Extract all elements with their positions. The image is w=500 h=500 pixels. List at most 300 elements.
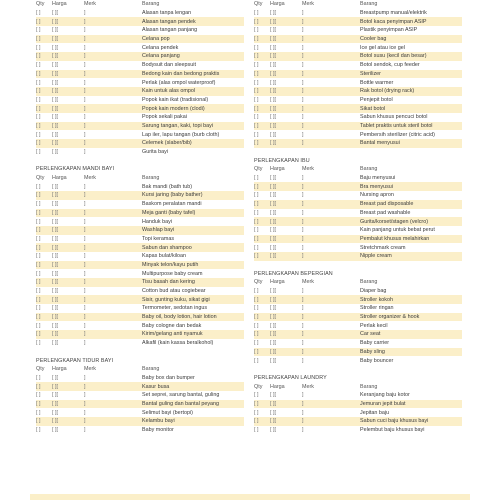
qty-field[interactable]: [ ] [36,79,41,86]
merk-field[interactable]: ] [84,409,86,416]
list-item[interactable] [254,52,462,61]
list-item[interactable] [254,243,462,252]
qty-field[interactable]: [ ] [36,314,41,321]
harga-field[interactable]: [ ][ [270,62,276,69]
harga-field[interactable]: [ ][ [52,209,58,216]
list-item[interactable] [36,139,244,148]
qty-field[interactable]: [ ] [254,192,259,199]
list-item[interactable] [254,35,462,44]
list-item[interactable] [254,43,462,52]
merk-field[interactable]: ] [302,392,304,399]
qty-field[interactable]: [ ] [36,192,41,199]
list-item[interactable] [36,226,244,235]
qty-field[interactable]: [ ] [254,427,259,434]
list-item[interactable] [254,87,462,96]
qty-field[interactable]: [ ] [254,218,259,225]
qty-field[interactable]: [ ] [36,279,41,286]
list-item[interactable] [36,330,244,339]
merk-field[interactable]: ] [302,209,304,216]
list-item[interactable] [254,295,462,304]
list-item[interactable] [254,226,462,235]
merk-field[interactable]: ] [302,218,304,225]
qty-field[interactable]: [ ] [36,62,41,69]
qty-field[interactable]: [ ] [254,357,259,364]
merk-field[interactable]: ] [302,348,304,355]
qty-field[interactable]: [ ] [254,331,259,338]
list-item[interactable] [36,278,244,287]
list-item[interactable] [254,113,462,122]
qty-field[interactable]: [ ] [36,374,41,381]
harga-field[interactable]: [ ][ [52,44,58,51]
list-item[interactable] [254,417,462,426]
harga-field[interactable]: [ ][ [270,296,276,303]
merk-field[interactable]: ] [84,114,86,121]
qty-field[interactable]: [ ] [36,409,41,416]
merk-field[interactable]: ] [84,88,86,95]
merk-field[interactable]: ] [302,44,304,51]
harga-field[interactable]: [ ][ [52,105,58,112]
harga-field[interactable]: [ ][ [270,201,276,208]
list-item[interactable] [254,96,462,105]
qty-field[interactable]: [ ] [254,348,259,355]
harga-field[interactable]: [ ][ [270,253,276,260]
harga-field[interactable]: [ ][ [52,201,58,208]
harga-field[interactable]: [ ][ [52,427,58,434]
qty-field[interactable]: [ ] [36,36,41,43]
merk-field[interactable]: ] [302,140,304,147]
merk-field[interactable]: ] [302,27,304,34]
qty-field[interactable]: [ ] [36,218,41,225]
qty-field[interactable]: [ ] [36,305,41,312]
harga-field[interactable]: [ ][ [52,114,58,121]
merk-field[interactable]: ] [302,418,304,425]
list-item[interactable] [36,269,244,278]
qty-field[interactable]: [ ] [254,235,259,242]
qty-field[interactable]: [ ] [254,340,259,347]
merk-field[interactable]: ] [84,427,86,434]
merk-field[interactable]: ] [84,209,86,216]
merk-field[interactable]: ] [84,227,86,234]
qty-field[interactable]: [ ] [36,270,41,277]
harga-field[interactable]: [ ][ [270,183,276,190]
qty-field[interactable]: [ ] [254,18,259,25]
list-item[interactable] [36,191,244,200]
harga-field[interactable]: [ ][ [52,331,58,338]
merk-field[interactable]: ] [84,36,86,43]
qty-field[interactable]: [ ] [254,296,259,303]
harga-field[interactable]: [ ][ [270,122,276,129]
harga-field[interactable]: [ ][ [52,296,58,303]
list-item[interactable] [36,209,244,218]
merk-field[interactable]: ] [84,218,86,225]
merk-field[interactable]: ] [302,201,304,208]
harga-field[interactable]: [ ][ [270,140,276,147]
list-item[interactable] [36,130,244,139]
qty-field[interactable]: [ ] [254,114,259,121]
qty-field[interactable]: [ ] [36,10,41,17]
harga-field[interactable]: [ ][ [52,244,58,251]
list-item[interactable] [36,9,244,18]
qty-field[interactable]: [ ] [36,427,41,434]
qty-field[interactable]: [ ] [36,122,41,129]
qty-field[interactable]: [ ] [36,44,41,51]
harga-field[interactable]: [ ][ [52,79,58,86]
qty-field[interactable]: [ ] [254,140,259,147]
qty-field[interactable]: [ ] [254,36,259,43]
merk-field[interactable]: ] [302,331,304,338]
qty-field[interactable]: [ ] [254,418,259,425]
list-item[interactable] [36,26,244,35]
harga-field[interactable]: [ ][ [270,409,276,416]
merk-field[interactable]: ] [302,175,304,182]
merk-field[interactable]: ] [84,131,86,138]
qty-field[interactable]: [ ] [36,235,41,242]
merk-field[interactable]: ] [302,105,304,112]
harga-field[interactable]: [ ][ [270,10,276,17]
qty-field[interactable]: [ ] [36,88,41,95]
merk-field[interactable]: ] [84,105,86,112]
merk-field[interactable]: ] [302,340,304,347]
qty-field[interactable]: [ ] [36,400,41,407]
list-item[interactable] [254,408,462,417]
harga-field[interactable]: [ ][ [270,244,276,251]
merk-field[interactable]: ] [84,322,86,329]
harga-field[interactable]: [ ][ [270,18,276,25]
list-item[interactable] [254,26,462,35]
harga-field[interactable]: [ ][ [52,53,58,60]
list-item[interactable] [254,321,462,330]
merk-field[interactable]: ] [84,10,86,17]
merk-field[interactable]: ] [302,253,304,260]
harga-field[interactable]: [ ][ [270,79,276,86]
qty-field[interactable]: [ ] [254,53,259,60]
qty-field[interactable]: [ ] [36,105,41,112]
list-item[interactable] [36,61,244,70]
qty-field[interactable]: [ ] [36,288,41,295]
merk-field[interactable]: ] [302,131,304,138]
list-item[interactable] [36,426,244,435]
merk-field[interactable]: ] [302,322,304,329]
harga-field[interactable]: [ ][ [270,235,276,242]
qty-field[interactable]: [ ] [254,44,259,51]
harga-field[interactable]: [ ][ [270,314,276,321]
harga-field[interactable]: [ ][ [52,27,58,34]
harga-field[interactable]: [ ][ [52,270,58,277]
harga-field[interactable]: [ ][ [52,62,58,69]
qty-field[interactable]: [ ] [36,209,41,216]
qty-field[interactable]: [ ] [254,400,259,407]
harga-field[interactable]: [ ][ [52,418,58,425]
merk-field[interactable]: ] [84,305,86,312]
list-item[interactable] [254,348,462,357]
qty-field[interactable]: [ ] [254,10,259,17]
merk-field[interactable]: ] [84,44,86,51]
list-item[interactable] [36,339,244,348]
harga-field[interactable]: [ ][ [270,44,276,51]
harga-field[interactable]: [ ][ [52,314,58,321]
harga-field[interactable]: [ ][ [270,418,276,425]
merk-field[interactable]: ] [302,296,304,303]
qty-field[interactable]: [ ] [254,201,259,208]
harga-field[interactable]: [ ][ [52,218,58,225]
merk-field[interactable]: ] [84,383,86,390]
qty-field[interactable]: [ ] [36,27,41,34]
qty-field[interactable]: [ ] [36,131,41,138]
qty-field[interactable]: [ ] [254,209,259,216]
merk-field[interactable]: ] [302,427,304,434]
harga-field[interactable]: [ ][ [52,261,58,268]
merk-field[interactable]: ] [84,27,86,34]
merk-field[interactable]: ] [302,235,304,242]
harga-field[interactable]: [ ][ [270,427,276,434]
harga-field[interactable]: [ ][ [52,122,58,129]
harga-field[interactable]: [ ][ [52,192,58,199]
list-item[interactable] [254,191,462,200]
list-item[interactable] [36,382,244,391]
harga-field[interactable]: [ ][ [52,409,58,416]
qty-field[interactable]: [ ] [36,183,41,190]
harga-field[interactable]: [ ][ [52,305,58,312]
merk-field[interactable]: ] [302,18,304,25]
qty-field[interactable]: [ ] [36,53,41,60]
list-item[interactable] [36,252,244,261]
list-item[interactable] [36,391,244,400]
harga-field[interactable]: [ ][ [270,288,276,295]
qty-field[interactable]: [ ] [36,140,41,147]
harga-field[interactable]: [ ][ [270,36,276,43]
merk-field[interactable]: ] [84,314,86,321]
merk-field[interactable]: ] [84,331,86,338]
list-item[interactable] [36,374,244,383]
merk-field[interactable]: ] [302,79,304,86]
merk-field[interactable]: ] [302,244,304,251]
qty-field[interactable]: [ ] [254,314,259,321]
list-item[interactable] [254,130,462,139]
harga-field[interactable]: [ ][ [270,27,276,34]
harga-field[interactable]: [ ][ [270,96,276,103]
list-item[interactable] [254,426,462,435]
harga-field[interactable]: [ ][ [270,53,276,60]
qty-field[interactable]: [ ] [36,296,41,303]
qty-field[interactable]: [ ] [36,149,41,156]
qty-field[interactable]: [ ] [36,322,41,329]
merk-field[interactable]: ] [84,201,86,208]
harga-field[interactable]: [ ][ [52,400,58,407]
harga-field[interactable]: [ ][ [270,348,276,355]
list-item[interactable] [36,313,244,322]
merk-field[interactable]: ] [84,296,86,303]
qty-field[interactable]: [ ] [254,392,259,399]
list-item[interactable] [254,70,462,79]
harga-field[interactable]: [ ][ [52,392,58,399]
merk-field[interactable]: ] [84,140,86,147]
list-item[interactable] [36,235,244,244]
list-item[interactable] [254,252,462,261]
harga-field[interactable]: [ ][ [270,305,276,312]
list-item[interactable] [254,78,462,87]
qty-field[interactable]: [ ] [254,79,259,86]
merk-field[interactable]: ] [302,114,304,121]
list-item[interactable] [36,408,244,417]
qty-field[interactable]: [ ] [254,253,259,260]
merk-field[interactable]: ] [84,183,86,190]
qty-field[interactable]: [ ] [254,305,259,312]
list-item[interactable] [36,200,244,209]
qty-field[interactable]: [ ] [36,114,41,121]
harga-field[interactable]: [ ][ [52,235,58,242]
list-item[interactable] [36,52,244,61]
merk-field[interactable]: ] [84,70,86,77]
merk-field[interactable]: ] [84,279,86,286]
harga-field[interactable]: [ ][ [52,18,58,25]
qty-field[interactable]: [ ] [254,122,259,129]
qty-field[interactable]: [ ] [36,18,41,25]
harga-field[interactable]: [ ][ [270,175,276,182]
qty-field[interactable]: [ ] [254,105,259,112]
harga-field[interactable]: [ ][ [270,131,276,138]
list-item[interactable] [36,287,244,296]
list-item[interactable] [36,417,244,426]
list-item[interactable] [36,304,244,313]
merk-field[interactable]: ] [84,270,86,277]
qty-field[interactable]: [ ] [36,340,41,347]
merk-field[interactable]: ] [84,374,86,381]
merk-field[interactable]: ] [84,418,86,425]
harga-field[interactable]: [ ][ [52,340,58,347]
list-item[interactable] [36,122,244,131]
harga-field[interactable]: [ ][ [270,400,276,407]
harga-field[interactable]: [ ][ [52,36,58,43]
harga-field[interactable]: [ ][ [52,279,58,286]
merk-field[interactable]: ] [302,10,304,17]
merk-field[interactable]: ] [302,357,304,364]
harga-field[interactable]: [ ][ [270,105,276,112]
list-item[interactable] [36,243,244,252]
merk-field[interactable]: ] [84,340,86,347]
qty-field[interactable]: [ ] [254,409,259,416]
harga-field[interactable]: [ ][ [270,340,276,347]
list-item[interactable] [36,217,244,226]
list-item[interactable] [254,217,462,226]
harga-field[interactable]: [ ][ [270,331,276,338]
list-item[interactable] [254,122,462,131]
list-item[interactable] [254,235,462,244]
qty-field[interactable]: [ ] [36,383,41,390]
harga-field[interactable]: [ ][ [270,114,276,121]
merk-field[interactable]: ] [302,88,304,95]
harga-field[interactable]: [ ][ [270,192,276,199]
merk-field[interactable]: ] [84,192,86,199]
harga-field[interactable]: [ ][ [52,70,58,77]
merk-field[interactable]: ] [84,392,86,399]
list-item[interactable] [254,104,462,113]
qty-field[interactable]: [ ] [254,227,259,234]
list-item[interactable] [254,209,462,218]
merk-field[interactable]: ] [302,192,304,199]
list-item[interactable] [254,174,462,183]
harga-field[interactable]: [ ][ [52,227,58,234]
list-item[interactable] [36,78,244,87]
list-item[interactable] [254,356,462,365]
merk-field[interactable]: ] [84,288,86,295]
harga-field[interactable]: [ ][ [52,374,58,381]
qty-field[interactable]: [ ] [36,261,41,268]
qty-field[interactable]: [ ] [254,70,259,77]
merk-field[interactable]: ] [302,96,304,103]
list-item[interactable] [36,148,244,157]
harga-field[interactable]: [ ][ [270,322,276,329]
harga-field[interactable]: [ ][ [270,209,276,216]
merk-field[interactable]: ] [84,235,86,242]
harga-field[interactable]: [ ][ [52,96,58,103]
list-item[interactable] [36,295,244,304]
merk-field[interactable]: ] [84,62,86,69]
list-item[interactable] [36,321,244,330]
qty-field[interactable]: [ ] [254,131,259,138]
merk-field[interactable]: ] [302,314,304,321]
merk-field[interactable]: ] [302,122,304,129]
list-item[interactable] [36,182,244,191]
harga-field[interactable]: [ ][ [52,253,58,260]
harga-field[interactable]: [ ][ [52,131,58,138]
merk-field[interactable]: ] [302,183,304,190]
harga-field[interactable]: [ ][ [270,392,276,399]
qty-field[interactable]: [ ] [254,175,259,182]
qty-field[interactable]: [ ] [36,331,41,338]
merk-field[interactable]: ] [84,79,86,86]
merk-field[interactable]: ] [302,288,304,295]
list-item[interactable] [254,287,462,296]
merk-field[interactable]: ] [84,244,86,251]
qty-field[interactable]: [ ] [36,392,41,399]
list-item[interactable] [254,182,462,191]
qty-field[interactable]: [ ] [36,227,41,234]
merk-field[interactable]: ] [302,400,304,407]
qty-field[interactable]: [ ] [36,70,41,77]
merk-field[interactable]: ] [302,70,304,77]
merk-field[interactable]: ] [302,409,304,416]
merk-field[interactable]: ] [302,305,304,312]
merk-field[interactable]: ] [84,96,86,103]
list-item[interactable] [36,70,244,79]
harga-field[interactable]: [ ][ [52,140,58,147]
harga-field[interactable]: [ ][ [52,383,58,390]
list-item[interactable] [254,391,462,400]
harga-field[interactable]: [ ][ [52,149,58,156]
list-item[interactable] [36,17,244,26]
merk-field[interactable]: ] [302,62,304,69]
list-item[interactable] [254,313,462,322]
list-item[interactable] [36,104,244,113]
qty-field[interactable]: [ ] [254,288,259,295]
merk-field[interactable]: ] [302,53,304,60]
harga-field[interactable]: [ ][ [270,357,276,364]
list-item[interactable] [36,35,244,44]
list-item[interactable] [254,9,462,18]
harga-field[interactable]: [ ][ [52,88,58,95]
list-item[interactable] [254,200,462,209]
qty-field[interactable]: [ ] [254,183,259,190]
harga-field[interactable]: [ ][ [270,70,276,77]
list-item[interactable] [36,87,244,96]
merk-field[interactable]: ] [84,122,86,129]
list-item[interactable] [36,96,244,105]
list-item[interactable] [36,113,244,122]
qty-field[interactable]: [ ] [36,201,41,208]
harga-field[interactable]: [ ][ [270,88,276,95]
list-item[interactable] [254,139,462,148]
list-item[interactable] [254,339,462,348]
